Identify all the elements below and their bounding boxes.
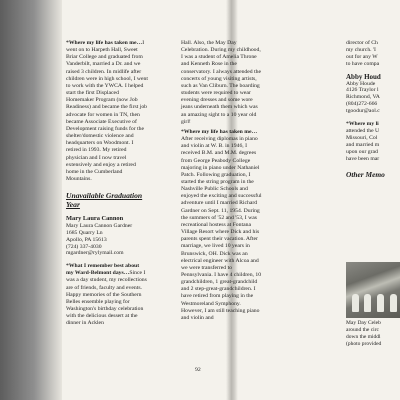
figure-shape [377, 294, 384, 312]
person-name: Mary Laura Cannon [66, 215, 124, 223]
text-line: to have compa [346, 61, 380, 68]
caption-line: May Day Celeb [346, 320, 381, 326]
caption-line: down the middl [346, 334, 381, 340]
caption-line: around the circ [346, 327, 379, 333]
life-paragraph: *Where my life has taken me…After receiving diplomas in piano and violin at W. B. in 1946, I received B.M. and M.M. degrees from George Peabody College majoring in piano under Nathaniel Patch. Following graduation, I started the string program in the Nashville Public Schools and enjoyed the exciting and successful adventure until I married Richard Gardner on Sept. 11, 1954. During the summers of '52 and '53, I was recreational hostess at Fontana Village Resort where Dick and his parents spent their vacation. After marriage, we lived 10 years in Brunswick, OH. Dick was an electrical engineer with Alcoa and we were transferred to Pennsylvania. I have 4 children, 10 grandchildren, 1 great-grandchild and 2 step-great-grandchildren. I have retired from playing in the Westmoreland Symphony. However, I am still teaching piano and violin and [181, 128, 262, 321]
text-line: director of Ch [346, 40, 378, 46]
memory-paragraph: *What I remember best about my Ward-Belmont days…Since I was a day student, my recollections are of friends, faculty and events. Happy memories of the Southern Belles ensemble playing for Washington's birthday celebration with the delicious dessert at the dinner in Acklen [66, 263, 147, 327]
text-line: and married m [346, 142, 380, 149]
address-block [346, 81, 400, 115]
address-line: Richmond, VA [346, 94, 380, 101]
column-3-partial [346, 40, 400, 183]
left-page-edge [0, 0, 62, 400]
intro-paragraph: *Where my life has taken me…I went on to Harpeth Hall, Sweet Briar College and graduated from Vanderbilt, married a Dr. and we raised 3 children. In midlife after children were in high school, I went to work with the YWCA. I helped start the first Displaced Homemaker Program (now Job Readiness) and became the first job advocate for women in TN, then became Associate Executive of Development raising funds for the shelter/domestic violence and headquarters on Woodmont. I retired in 1993. My retired physician and I now travel extensively and enjoy a retired home in the Cumberland Mountains. [66, 40, 148, 182]
address-line: Abby Houde [346, 80, 376, 87]
text-line: attended the U [346, 127, 380, 134]
text-line: have been mar [346, 156, 380, 163]
text-line: Missouri, Col [346, 134, 378, 141]
address-line: (724) 337-4030 [66, 243, 102, 250]
page-number: 92 [195, 367, 201, 373]
column-1 [66, 40, 148, 331]
address-line: 1685 Quarry Ln [66, 229, 103, 236]
section-title-unavailable-year: Unavailable Graduation Year [66, 191, 143, 210]
figure-shape [390, 294, 397, 312]
email-line: tgoodur@aol.c [346, 107, 380, 114]
address-line: Apollo, PA 15613 [66, 236, 107, 243]
text-line: my church. 'I [346, 47, 376, 54]
text-line: *Where my li [346, 120, 379, 127]
address-line: (804)272-666 [346, 101, 378, 108]
continued-paragraph: Hall. Also, the May Day Celebration. During my childhood, I was a student of Amelia Throne and Kenneth Rose in the conservatory. I always attended the concerts of young visiting artists, such as Van Cliburn. The boarding students were required to wear evening dresses and some wore jeans underneath them which was an amazing sight to a 10 year old girl! [181, 40, 262, 125]
address-line: Mary Laura Cannon Gardner [66, 223, 133, 230]
may-day-photo [346, 262, 400, 318]
column-2 [181, 40, 263, 325]
address-block [66, 223, 148, 257]
text-line: upon our grad [346, 149, 378, 156]
photo-caption [346, 320, 400, 348]
section-title-other-memories: Other Memo [346, 169, 385, 179]
address-line: 4126 Traylor l [346, 87, 379, 94]
caption-line: (photo provided [346, 341, 382, 347]
figure-shape [364, 294, 371, 312]
email-line: mgardner@rylymail.com [66, 250, 124, 257]
person-name: Abby Houd [346, 72, 381, 81]
figure-shape [352, 294, 359, 312]
text-line: out for any W [346, 54, 378, 61]
